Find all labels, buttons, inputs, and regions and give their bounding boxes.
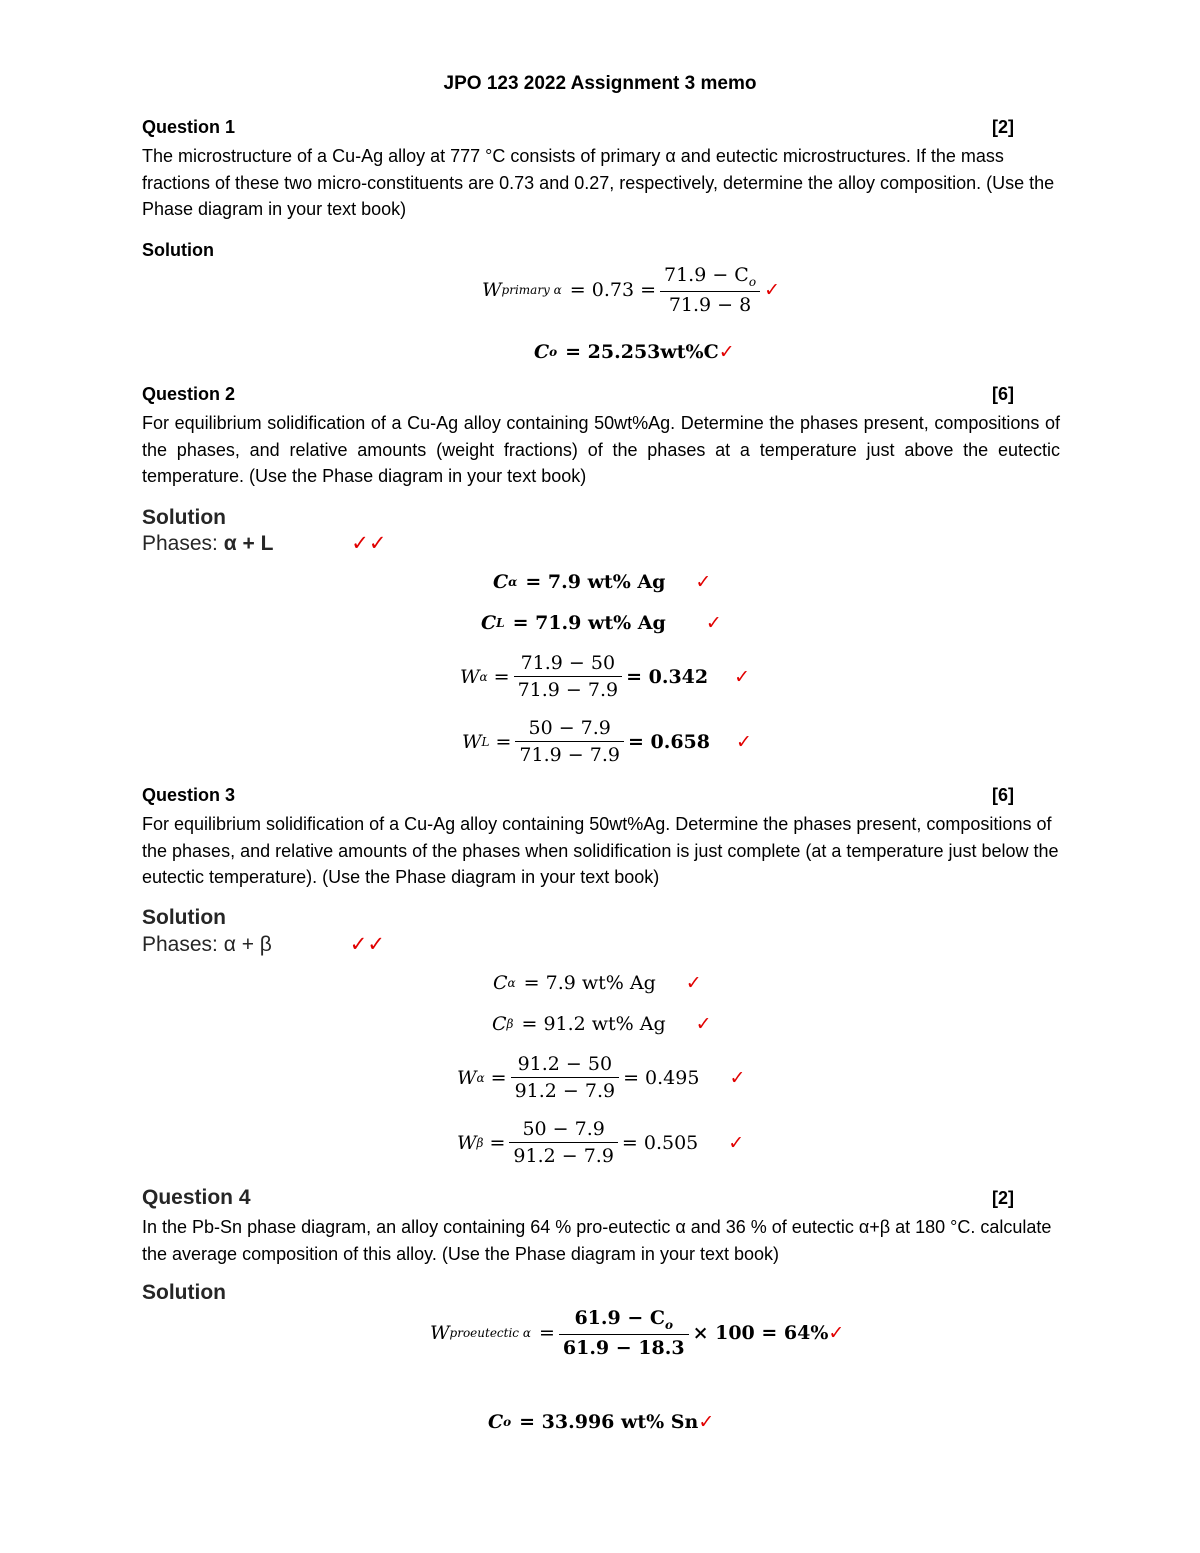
question-1-text: The microstructure of a Cu-Ag alloy at 777 °C consists of primary α and eutectic microstructures. If the mass fractions of these two micro-constituents are 0.73 and 0.27, respectively, determine the alloy composition. (Use the Phase diagram in your text book): [142, 146, 1055, 219]
q3-eq4-lhs-sub: β: [476, 1135, 484, 1150]
q1-eq1-numerator-sub: o: [748, 275, 757, 289]
question-4-text: In the Pb-Sn phase diagram, an alloy containing 64 % pro-eutectic α and 36 % of eutectic α+β at 180 °C. calculate the average composition of this alloy. (Use the Phase diagram in your text book): [142, 1217, 1052, 1264]
q3-phases-label: Phases:: [142, 933, 218, 956]
question-1-marks: [2]: [992, 117, 1014, 137]
check-mark-icon: ✓: [735, 730, 752, 753]
q3-eq2-rhs: = 91.2 wt% Ag: [521, 1013, 666, 1035]
q2-equation-w-liquid: W L = $\frac{50 - 7.9}{71.9 - 7.9}$ = 0.658 ✓: [462, 717, 752, 766]
question-3-text: For equilibrium solidification of a Cu-Ag alloy containing 50wt%Ag. Determine the phases present, compositions of the phases, and relative amounts of the phases when solidification is just complete (at a temperature just below the eutectic temperature). (Use the Phase diagram in your text book): [142, 814, 1059, 887]
question-4-heading: Question 4: [142, 1186, 251, 1209]
question-2-phases: [142, 531, 386, 556]
q2-equation-w-alpha: W α = $\frac{71.9 - 50}{71.9 - 7.9}$ = 0.342 ✓: [460, 652, 751, 701]
q4-eq2-rhs: = 33.996 wt% Sn: [519, 1411, 699, 1433]
q1-eq1-lhs: W: [482, 279, 502, 301]
q2-phases-value: α + L: [223, 532, 274, 555]
q2-equation-c-liquid: [481, 612, 722, 634]
check-mark-icon: ✓: [685, 972, 702, 994]
q3-eq2-lhs-sub: β: [506, 1017, 514, 1031]
q2-eq2-rhs: = 71.9 wt% Ag: [512, 612, 666, 634]
q1-eq1-value: = 0.73 =: [569, 279, 656, 301]
q2-eq3-lhs-sub: α: [479, 669, 488, 684]
q4-eq1-lhs: W: [430, 1322, 450, 1344]
q3-eq3-lhs-sub: α: [476, 1070, 485, 1085]
q2-eq4-lhs: W: [462, 730, 482, 753]
q3-eq4-lhs: W: [457, 1131, 477, 1154]
q3-eq3-denominator: 91.2 − 7.9: [511, 1077, 620, 1102]
q1-eq1-denominator: 71.9 − 8: [660, 291, 760, 316]
q2-eq4-result: = 0.658: [627, 730, 710, 753]
q2-eq3-fraction: [514, 652, 623, 701]
question-3-phases: [142, 932, 385, 957]
question-2-solution-label: Solution: [142, 506, 226, 529]
q3-eq4-fraction: [509, 1118, 618, 1167]
q3-eq3-numerator: 91.2 − 50: [517, 1053, 613, 1075]
check-mark-icon: ✓: [729, 1066, 746, 1089]
double-check-mark-icon: ✓✓: [351, 531, 387, 555]
check-mark-icon: ✓: [705, 612, 722, 634]
q2-eq2-lhs-sub: L: [496, 616, 505, 630]
q2-eq1-lhs-sub: α: [508, 575, 518, 589]
q3-eq1-lhs-sub: α: [507, 976, 516, 990]
check-mark-icon: ✓: [728, 1131, 745, 1154]
q2-eq1-rhs: = 7.9 wt% Ag: [525, 571, 666, 593]
q2-eq3-lhs: W: [460, 665, 480, 688]
q1-equation-composition: [534, 341, 735, 363]
q2-eq4-fraction: [515, 717, 624, 766]
q4-equation-composition: [488, 1411, 714, 1433]
q2-phases-label: Phases:: [142, 532, 218, 555]
q2-eq4-denominator: 71.9 − 7.9: [515, 741, 624, 766]
q2-eq1-lhs: C: [493, 571, 509, 593]
q4-eq1-result: × 100 = 64%: [692, 1322, 829, 1344]
q3-eq2-lhs: C: [492, 1013, 507, 1035]
q4-eq2-lhs-sub: o: [503, 1415, 512, 1429]
q4-eq1-eq: =: [538, 1322, 555, 1344]
q2-eq2-lhs: C: [481, 612, 497, 634]
check-mark-icon: ✓: [828, 1322, 845, 1344]
q3-equation-w-alpha: W α = $\frac{91.2 - 50}{91.2 - 7.9}$ = 0.495 ✓: [457, 1053, 746, 1102]
q1-eq1-fraction: [660, 264, 760, 316]
q3-phases-value: α + β: [223, 933, 272, 956]
question-1-heading: Question 1: [142, 117, 236, 137]
question-3-heading: Question 3: [142, 785, 236, 805]
question-2-marks: [6]: [992, 384, 1014, 404]
question-2-text: For equilibrium solidification of a Cu-Ag alloy containing 50wt%Ag. Determine the phases present, compositions of the phases, and relative amounts (weight fractions) of the phases at a temperature just above the eutectic temperature. (Use the Phase diagram in your text book): [142, 413, 1060, 486]
q1-eq2-lhs: C: [534, 341, 550, 363]
question-3-marks: [6]: [992, 785, 1014, 805]
double-check-mark-icon: ✓✓: [349, 932, 385, 956]
q3-equation-w-beta: W β = $\frac{50 - 7.9}{91.2 - 7.9}$ = 0.505 ✓: [457, 1118, 745, 1167]
q3-eq1-lhs: C: [493, 972, 508, 994]
check-mark-icon: ✓: [734, 665, 751, 688]
question-4-solution-label: Solution: [142, 1281, 226, 1304]
q3-eq4-result: = 0.505: [621, 1131, 699, 1154]
q1-eq2-lhs-sub: o: [549, 345, 558, 359]
q4-eq1-numerator: 61.9 − C: [574, 1307, 665, 1329]
q2-eq3-denominator: 71.9 − 7.9: [514, 676, 623, 701]
q4-eq2-lhs: C: [488, 1411, 504, 1433]
q4-eq1-denominator: 61.9 − 18.3: [559, 1334, 689, 1359]
q1-eq2-rhs: = 25.253wt%C: [565, 341, 719, 363]
question-2-heading: Question 2: [142, 384, 236, 404]
q3-equation-c-beta: [492, 1013, 712, 1035]
check-mark-icon: ✓: [718, 341, 735, 363]
q1-equation-weight-fraction: [482, 264, 780, 316]
q3-eq3-result: = 0.495: [623, 1066, 700, 1089]
q3-eq1-rhs: = 7.9 wt% Ag: [523, 972, 656, 994]
question-4-marks: [2]: [992, 1188, 1014, 1208]
q3-eq4-numerator: 50 − 7.9: [522, 1118, 605, 1140]
q4-equation-w-proeutectic: [430, 1307, 844, 1359]
check-mark-icon: ✓: [695, 571, 712, 593]
q4-eq1-fraction: [559, 1307, 689, 1359]
q4-eq1-lhs-sub: proeutectic α: [449, 1326, 531, 1340]
q3-eq3-lhs: W: [457, 1066, 477, 1089]
q2-eq3-numerator: 71.9 − 50: [520, 652, 616, 674]
q1-eq1-numerator: 71.9 − C: [664, 264, 749, 286]
q3-equation-c-alpha: [493, 972, 702, 994]
q3-eq3-fraction: [511, 1053, 620, 1102]
check-mark-icon: ✓: [695, 1013, 712, 1035]
q2-equation-c-alpha: [493, 571, 711, 593]
q2-eq4-numerator: 50 − 7.9: [528, 717, 611, 739]
q1-eq1-lhs-sub: primary α: [501, 283, 562, 297]
q4-eq1-numerator-sub: o: [664, 1318, 673, 1332]
page-title: JPO 123 2022 Assignment 3 memo: [443, 73, 757, 94]
q2-eq4-lhs-sub: L: [481, 734, 490, 749]
q2-eq3-result: = 0.342: [626, 665, 709, 688]
question-1-solution-label: Solution: [142, 240, 214, 260]
q3-eq4-denominator: 91.2 − 7.9: [509, 1142, 618, 1167]
check-mark-icon: ✓: [698, 1411, 715, 1433]
question-3-solution-label: Solution: [142, 906, 226, 929]
check-mark-icon: ✓: [764, 279, 780, 301]
